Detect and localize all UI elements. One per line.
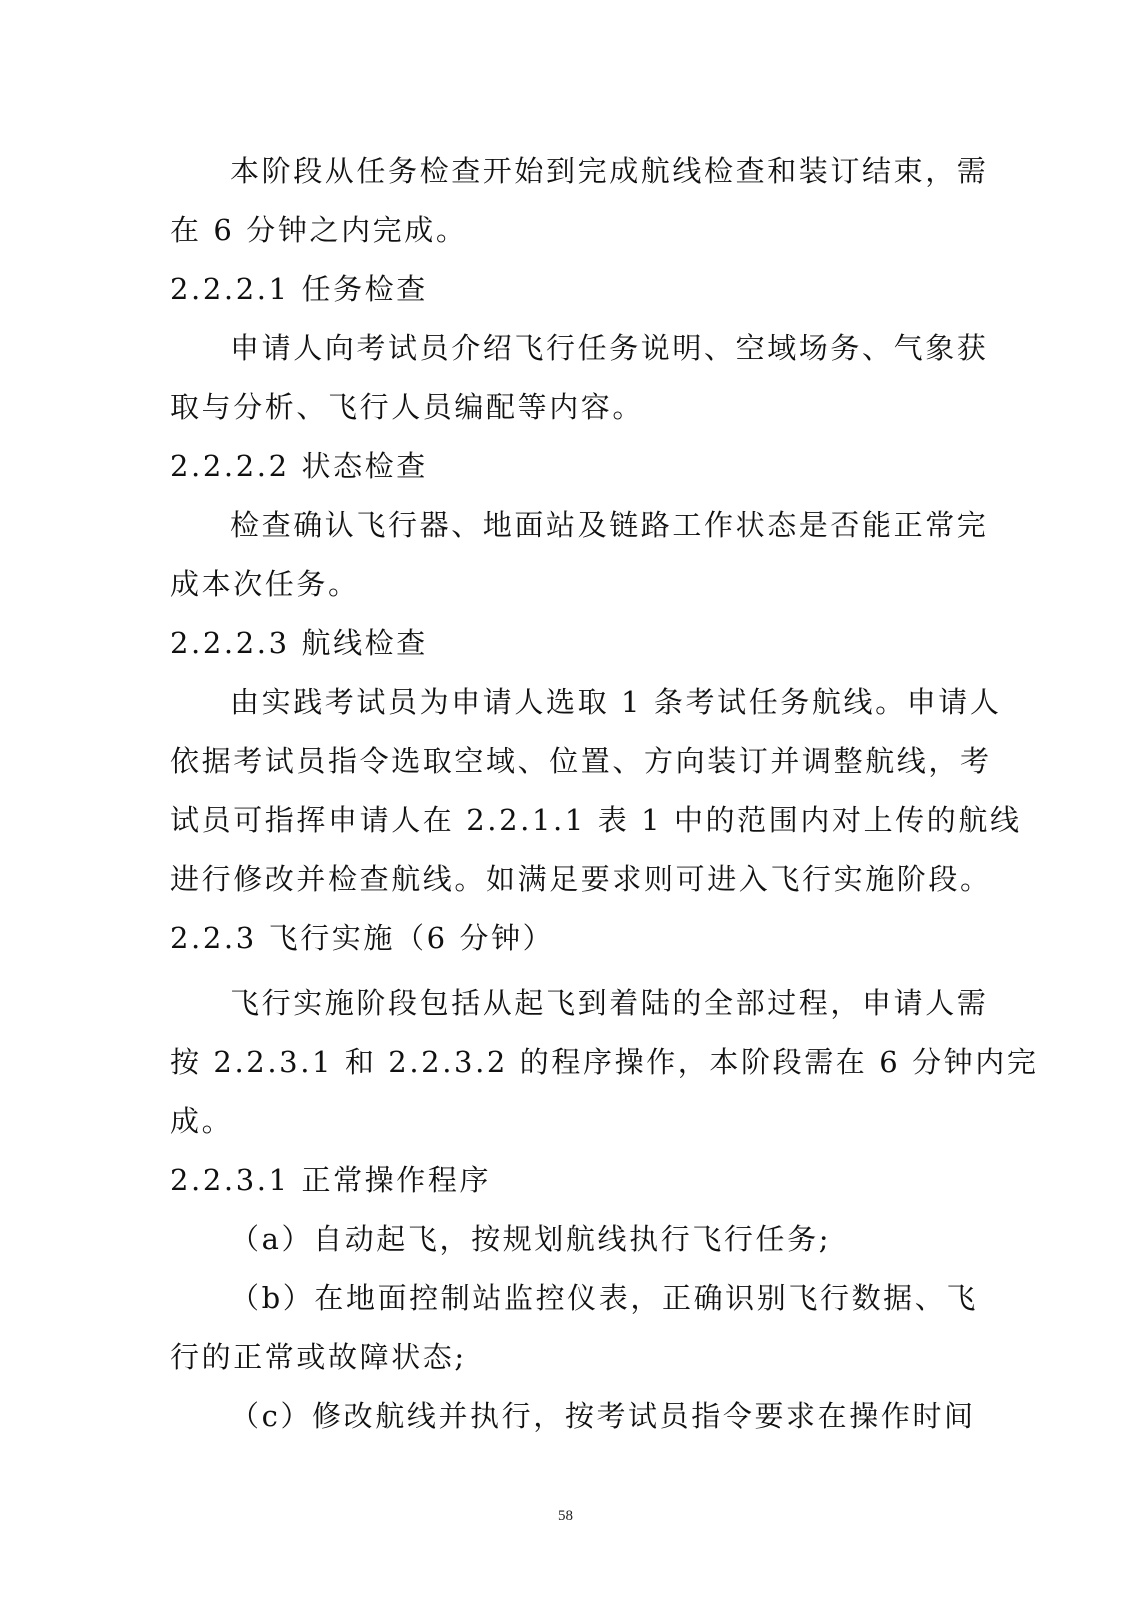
list-item-c-line-1: （c）修改航线并执行，按考试员指令要求在操作时间: [230, 1399, 976, 1433]
paragraph-phase-intro-line-2: 在 6 分钟之内完成。: [170, 213, 468, 247]
paragraph-status-check-line-2: 成本次任务。: [170, 567, 360, 601]
heading-2-2-3-1-normal-procedure: 2.2.3.1 正常操作程序: [170, 1163, 492, 1197]
paragraph-flight-execution-line-3: 成。: [170, 1104, 234, 1138]
paragraph-route-check-line-1: 由实践考试员为申请人选取 1 条考试任务航线。申请人: [230, 685, 1002, 719]
page-number: 58: [558, 1508, 573, 1524]
paragraph-flight-execution-line-2: 按 2.2.3.1 和 2.2.3.2 的程序操作，本阶段需在 6 分钟内完: [170, 1045, 1039, 1079]
document-body: [170, 142, 1039, 1446]
list-item-b-line-1: （b）在地面控制站监控仪表，正确识别飞行数据、飞: [230, 1281, 978, 1315]
paragraph-phase-intro-line-1: 本阶段从任务检查开始到完成航线检查和装订结束，需: [230, 154, 989, 188]
paragraph-route-check-line-3: 试员可指挥申请人在 2.2.1.1 表 1 中的范围内对上传的航线: [170, 803, 1022, 837]
paragraph-route-check-line-2: 依据考试员指令选取空域、位置、方向装订并调整航线，考: [170, 744, 992, 778]
heading-2-2-2-3-route-check: 2.2.2.3 航线检查: [170, 626, 428, 660]
list-item-b-line-2: 行的正常或故障状态;: [170, 1340, 467, 1374]
list-item-a: （a）自动起飞，按规划航线执行飞行任务;: [230, 1222, 832, 1256]
paragraph-task-check-line-2: 取与分析、飞行人员编配等内容。: [170, 390, 645, 424]
paragraph-route-check-line-4: 进行修改并检查航线。如满足要求则可进入飞行实施阶段。: [170, 862, 992, 896]
heading-2-2-3-flight-execution: 2.2.3 飞行实施（6 分钟）: [170, 921, 555, 955]
heading-2-2-2-1-task-check: 2.2.2.1 任务检查: [170, 272, 428, 306]
heading-2-2-2-2-status-check: 2.2.2.2 状态检查: [170, 449, 428, 483]
paragraph-flight-execution-line-1: 飞行实施阶段包括从起飞到着陆的全部过程，申请人需: [230, 986, 989, 1020]
paragraph-status-check-line-1: 检查确认飞行器、地面站及链路工作状态是否能正常完: [230, 508, 989, 542]
paragraph-task-check-line-1: 申请人向考试员介绍飞行任务说明、空域场务、气象获: [230, 331, 989, 365]
